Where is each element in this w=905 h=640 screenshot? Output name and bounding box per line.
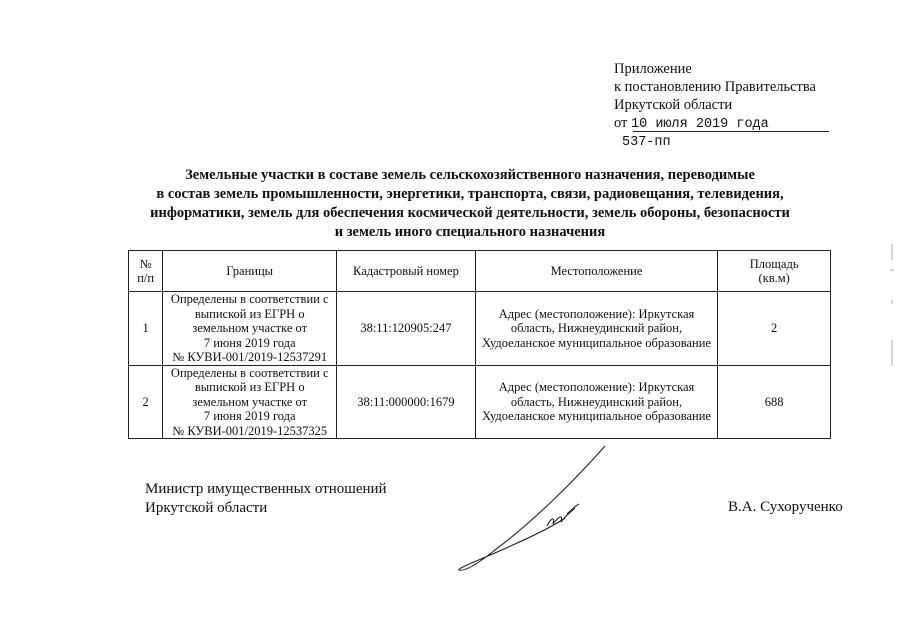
location-line: Адрес (местоположение): Иркутская (498, 380, 695, 394)
bounds-line: 7 июня 2019 года (203, 409, 296, 423)
bounds-line: 7 июня 2019 года (203, 335, 296, 350)
resolution-number: 537-пп (622, 135, 671, 150)
location-line: Худоеланское муниципальное образование (482, 409, 711, 423)
appendix-line-2: к постановлению Правительства (614, 79, 816, 95)
row-cadastral: 38:11:120905:247 (337, 292, 476, 366)
row-bounds (163, 292, 337, 366)
bounds-line: земельном участке от (192, 394, 308, 409)
row-location (475, 292, 718, 366)
header-bounds: Границы (163, 251, 337, 292)
location-line: Адрес (местоположение): Иркутская (498, 306, 695, 321)
appendix-line-1: Приложение (614, 61, 692, 77)
date-underline (633, 131, 829, 132)
table-row (129, 365, 831, 439)
header-cadastral: Кадастровый номер (337, 251, 476, 292)
row-area: 688 (718, 365, 831, 439)
row-num: 2 (129, 365, 163, 439)
bounds-line: выпиской из ЕГРН о (194, 306, 305, 321)
bounds-line: земельном участке от (192, 321, 308, 335)
header-area-line1: Площадь (749, 256, 799, 271)
bounds-line: выпиской из ЕГРН о (194, 380, 305, 394)
appendix-block (614, 60, 844, 152)
position-line-1: Министр имущественных отношений (145, 481, 387, 497)
title-line-2: в состав земель промышленности, энергетики, транспорта, связи, радиовещания, телевидения, (156, 186, 784, 202)
header-num (129, 251, 163, 292)
header-num-line1: № (139, 256, 152, 271)
table-row (129, 292, 831, 366)
handwritten-signature (455, 440, 615, 580)
header-location: Местоположение (475, 251, 718, 292)
location-line: область, Нижнеудинский район, (510, 394, 683, 409)
row-num: 1 (129, 292, 163, 366)
location-line: Худоеланское муниципальное образование (482, 335, 711, 350)
date-value: 10 июля 2019 года (631, 117, 769, 132)
title-line-3: информатики, земель для обеспечения космической деятельности, земель обороны, безопасности (150, 205, 790, 221)
bounds-line: № КУВИ-001/2019-12537325 (172, 423, 328, 438)
margin-stamp-marks (880, 240, 900, 380)
signatory-name: В.А. Сухорученко (728, 499, 843, 515)
title-line-4: и земель иного специального назначения (334, 224, 606, 240)
bounds-line: Определены в соответствии с (170, 365, 329, 380)
header-num-line2: п/п (137, 271, 155, 285)
location-line: область, Нижнеудинский район, (510, 321, 683, 335)
row-bounds (163, 365, 337, 439)
document-title (120, 166, 820, 242)
header-area-line2: (кв.м) (758, 271, 790, 285)
header-area (718, 251, 831, 292)
land-plots-table (128, 250, 831, 439)
bounds-line: Определены в соответствии с (170, 292, 329, 306)
signatory-position (145, 480, 387, 518)
position-line-2: Иркутской области (145, 500, 268, 516)
title-line-1: Земельные участки в составе земель сельскохозяйственного назначения, переводимые (185, 167, 755, 183)
row-area: 2 (718, 292, 831, 366)
appendix-line-3: Иркутской области (614, 97, 733, 113)
bounds-line: № КУВИ-001/2019-12537291 (172, 350, 328, 364)
appendix-date-line (614, 114, 844, 134)
date-prefix: от (614, 115, 628, 131)
row-location (475, 365, 718, 439)
row-cadastral: 38:11:000000:1679 (337, 365, 476, 439)
table-header-row (129, 251, 831, 292)
